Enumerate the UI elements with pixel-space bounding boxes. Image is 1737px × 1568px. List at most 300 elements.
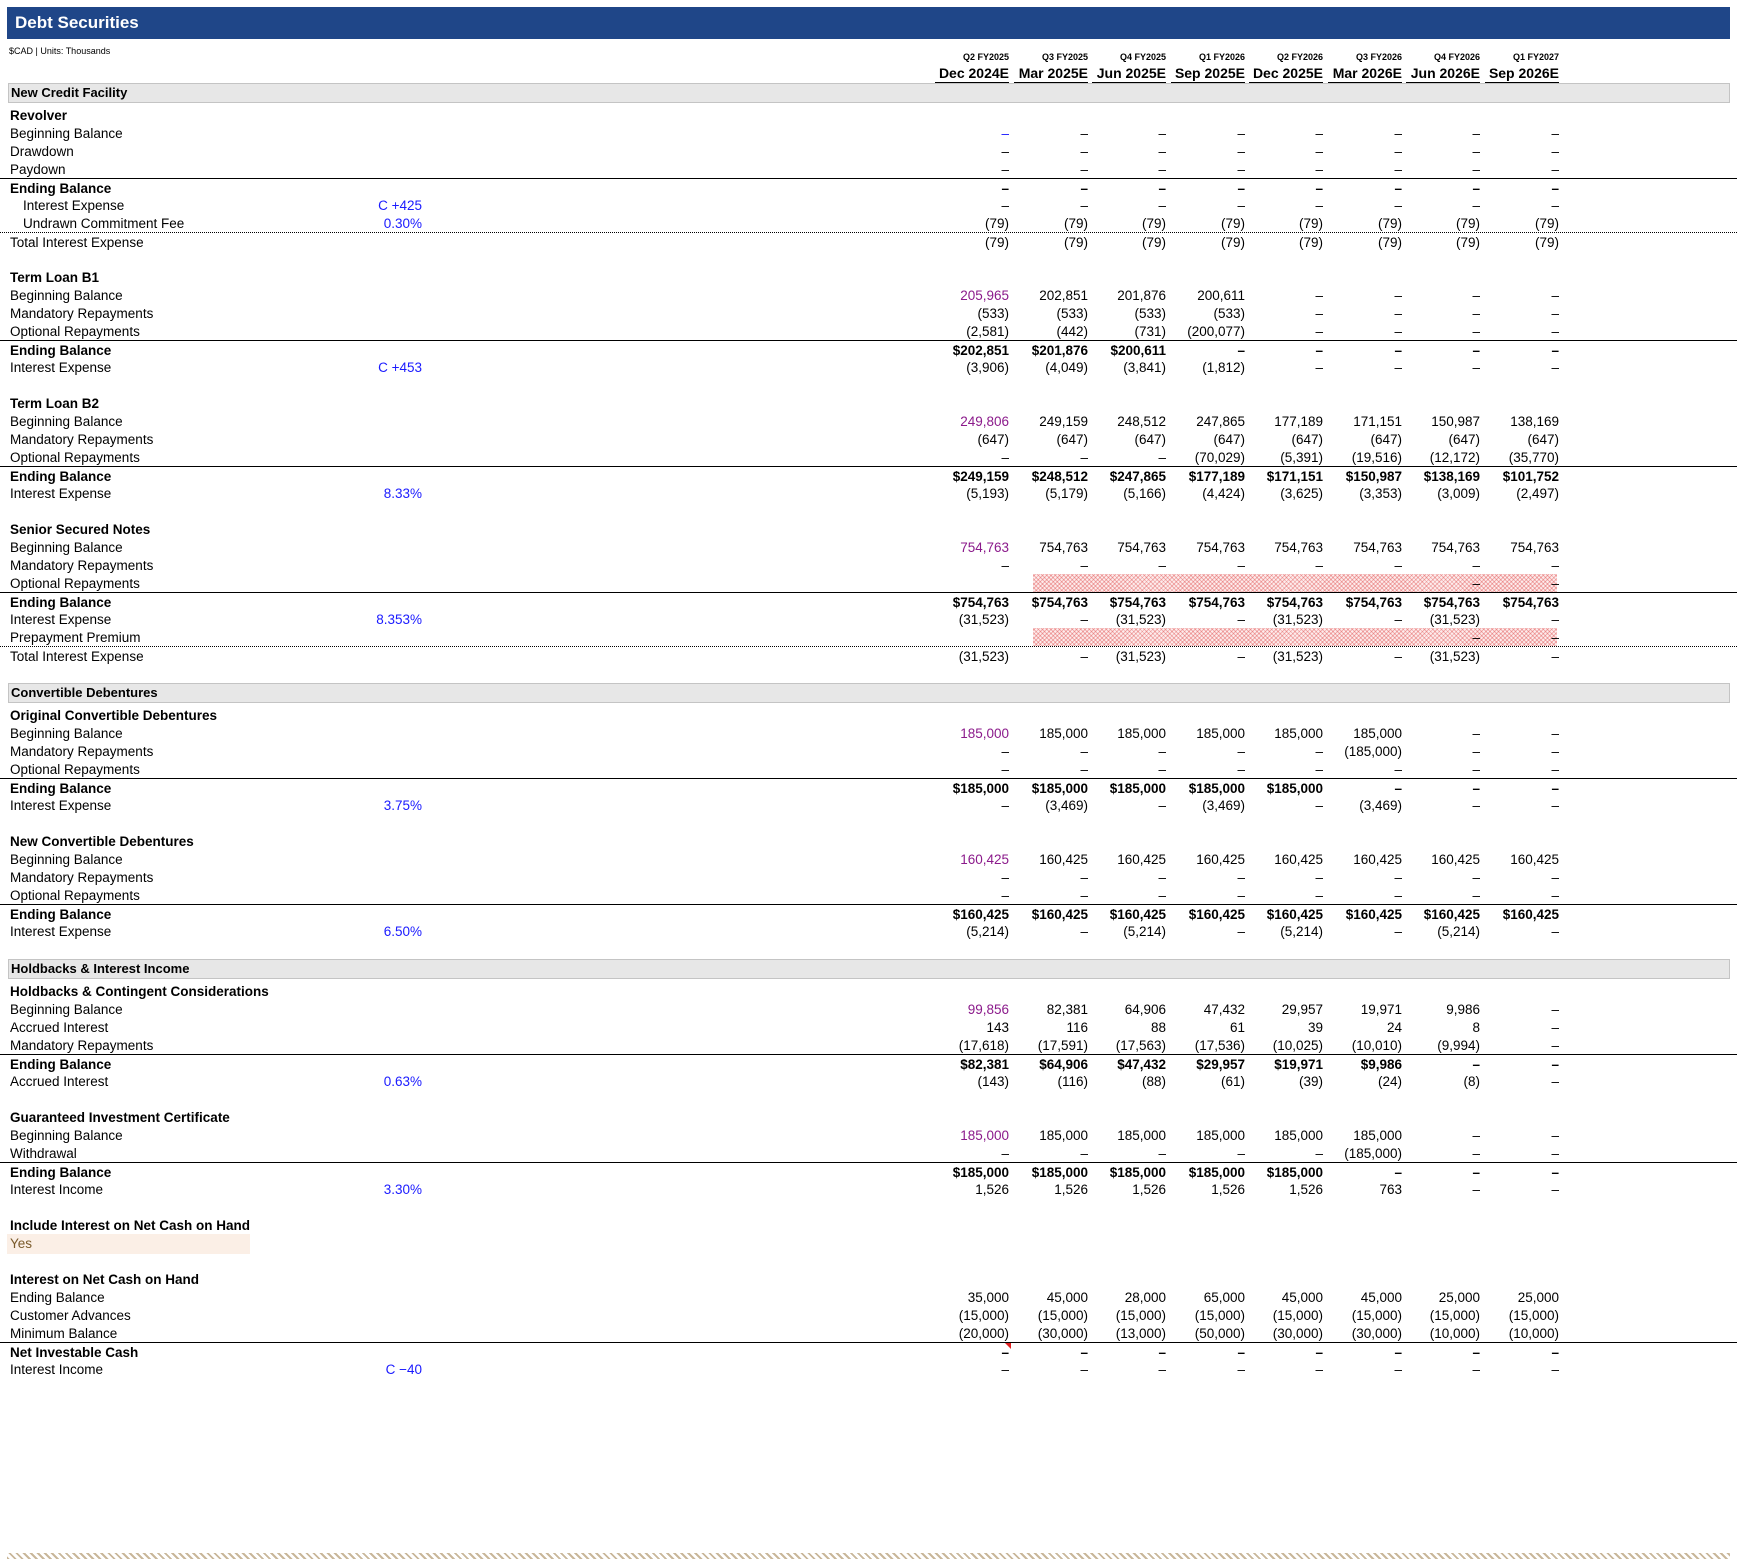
value-cell[interactable]: 24 [1386, 1020, 1402, 1035]
value-cell[interactable]: 754,763 [1117, 540, 1166, 555]
value-cell[interactable]: – [1472, 198, 1480, 213]
value-cell[interactable]: – [1158, 1362, 1166, 1377]
value-cell[interactable]: $185,000 [1266, 781, 1323, 796]
value-cell[interactable]: (647) [1291, 432, 1323, 447]
value-cell[interactable]: – [1080, 181, 1088, 196]
value-cell[interactable]: – [1315, 1146, 1323, 1161]
value-cell[interactable]: (647) [1213, 432, 1245, 447]
value-cell[interactable]: 248,512 [1117, 414, 1166, 429]
value-cell[interactable]: – [1394, 306, 1402, 321]
value-cell[interactable]: $160,425 [1188, 907, 1245, 922]
value-cell[interactable]: – [1551, 1057, 1559, 1072]
value-cell[interactable]: (3,469) [1202, 798, 1245, 813]
value-cell[interactable]: 177,189 [1274, 414, 1323, 429]
value-cell[interactable]: – [1315, 1345, 1323, 1360]
value-cell[interactable]: $64,906 [1039, 1057, 1088, 1072]
value-cell[interactable]: 61 [1229, 1020, 1245, 1035]
value-cell[interactable]: (647) [1056, 432, 1088, 447]
value-cell[interactable]: – [1472, 888, 1480, 903]
value-cell[interactable]: 1,526 [975, 1182, 1009, 1197]
value-cell[interactable]: – [1472, 324, 1480, 339]
value-cell[interactable]: 185,000 [960, 726, 1009, 741]
value-cell[interactable]: – [1001, 558, 1009, 573]
value-cell[interactable]: 754,763 [1039, 540, 1088, 555]
value-cell[interactable]: $249,159 [952, 469, 1009, 484]
value-cell[interactable]: – [1394, 649, 1402, 664]
value-cell[interactable]: (4,049) [1045, 360, 1088, 375]
value-cell[interactable]: (19,516) [1351, 450, 1402, 465]
value-cell[interactable]: – [1394, 781, 1402, 796]
value-cell[interactable]: – [1237, 1362, 1245, 1377]
value-cell[interactable]: – [1551, 558, 1559, 573]
value-cell[interactable]: (3,353) [1359, 486, 1402, 501]
value-cell[interactable]: – [1158, 162, 1166, 177]
value-cell[interactable]: 185,000 [1196, 1128, 1245, 1143]
value-cell[interactable]: – [1551, 781, 1559, 796]
value-cell[interactable]: – [1472, 1345, 1480, 1360]
value-cell[interactable]: – [1472, 798, 1480, 813]
value-cell[interactable]: – [1551, 288, 1559, 303]
value-cell[interactable]: – [1158, 870, 1166, 885]
value-cell[interactable]: – [1158, 126, 1166, 141]
value-cell[interactable]: (10,025) [1272, 1038, 1323, 1053]
value-cell[interactable]: $754,763 [1031, 595, 1088, 610]
value-cell[interactable]: – [1551, 1362, 1559, 1377]
value-cell[interactable]: 171,151 [1353, 414, 1402, 429]
value-cell[interactable]: (143) [977, 1074, 1009, 1089]
value-cell[interactable]: (31,523) [1272, 612, 1323, 627]
value-cell[interactable]: – [1001, 744, 1009, 759]
value-cell[interactable]: – [1315, 126, 1323, 141]
value-cell[interactable]: (17,536) [1194, 1038, 1245, 1053]
value-cell[interactable]: $160,425 [1266, 907, 1323, 922]
value-cell[interactable]: – [1001, 1345, 1009, 1360]
value-cell[interactable]: – [1001, 1362, 1009, 1377]
value-cell[interactable]: – [1394, 343, 1402, 358]
value-cell[interactable]: – [1551, 1038, 1559, 1053]
value-cell[interactable]: – [1551, 726, 1559, 741]
value-cell[interactable]: – [1237, 870, 1245, 885]
value-cell[interactable]: – [1315, 324, 1323, 339]
value-cell[interactable]: – [1237, 888, 1245, 903]
value-cell[interactable]: $247,865 [1109, 469, 1166, 484]
value-cell[interactable]: 1,526 [1289, 1182, 1323, 1197]
value-cell[interactable]: $754,763 [952, 595, 1009, 610]
value-cell[interactable]: 160,425 [1196, 852, 1245, 867]
value-cell[interactable]: 202,851 [1039, 288, 1088, 303]
value-cell[interactable]: – [1472, 1057, 1480, 1072]
value-cell[interactable]: – [1472, 1182, 1480, 1197]
value-cell[interactable]: (79) [1377, 235, 1402, 250]
value-cell[interactable]: – [1551, 612, 1559, 627]
value-cell[interactable]: – [1394, 144, 1402, 159]
value-cell[interactable]: $171,151 [1266, 469, 1323, 484]
value-cell[interactable]: 201,876 [1117, 288, 1166, 303]
value-cell[interactable]: (533) [1134, 306, 1166, 321]
value-cell[interactable]: – [1315, 306, 1323, 321]
value-cell[interactable]: – [1158, 888, 1166, 903]
value-cell[interactable]: 65,000 [1203, 1290, 1245, 1305]
value-cell[interactable]: – [1315, 744, 1323, 759]
value-cell[interactable]: – [1472, 762, 1480, 777]
value-cell[interactable]: 160,425 [1431, 852, 1480, 867]
assumption-input[interactable]: 0.63% [383, 1074, 422, 1089]
value-cell[interactable]: – [1472, 576, 1480, 591]
value-cell[interactable]: – [1080, 649, 1088, 664]
value-cell[interactable]: (1,812) [1202, 360, 1245, 375]
value-cell[interactable]: – [1394, 870, 1402, 885]
value-cell[interactable]: (5,214) [1123, 924, 1166, 939]
value-cell[interactable]: – [1551, 1345, 1559, 1360]
value-cell[interactable]: – [1551, 126, 1559, 141]
value-cell[interactable]: 8 [1472, 1020, 1480, 1035]
value-cell[interactable]: – [1472, 1146, 1480, 1161]
value-cell[interactable]: (731) [1134, 324, 1166, 339]
value-cell[interactable]: – [1158, 762, 1166, 777]
value-cell[interactable]: (79) [1298, 235, 1323, 250]
value-cell[interactable]: – [1158, 198, 1166, 213]
value-cell[interactable]: – [1001, 762, 1009, 777]
assumption-input[interactable]: C +453 [378, 360, 422, 375]
value-cell[interactable]: – [1158, 558, 1166, 573]
value-cell[interactable]: $185,000 [1031, 1165, 1088, 1180]
value-cell[interactable]: 754,763 [1196, 540, 1245, 555]
value-cell[interactable]: $29,957 [1196, 1057, 1245, 1072]
value-cell[interactable]: (20,000) [958, 1326, 1009, 1341]
value-cell[interactable]: (647) [977, 432, 1009, 447]
value-cell[interactable]: (3,009) [1437, 486, 1480, 501]
value-cell[interactable]: (30,000) [1037, 1326, 1088, 1341]
value-cell[interactable]: 1,526 [1132, 1182, 1166, 1197]
value-cell[interactable]: – [1237, 198, 1245, 213]
value-cell[interactable]: – [1315, 343, 1323, 358]
value-cell[interactable]: 45,000 [1360, 1290, 1402, 1305]
value-cell[interactable]: $19,971 [1274, 1057, 1323, 1072]
value-cell[interactable]: – [1551, 1146, 1559, 1161]
value-cell[interactable]: – [1237, 612, 1245, 627]
value-cell[interactable]: – [1472, 1362, 1480, 1377]
value-cell[interactable]: $200,611 [1110, 343, 1166, 358]
value-cell[interactable]: – [1315, 798, 1323, 813]
value-cell[interactable]: 160,425 [1117, 852, 1166, 867]
value-cell[interactable]: – [1080, 144, 1088, 159]
value-cell[interactable]: $185,000 [952, 781, 1009, 796]
value-cell[interactable]: (31,523) [1115, 612, 1166, 627]
value-cell[interactable]: – [1472, 306, 1480, 321]
value-cell[interactable]: (61) [1220, 1074, 1245, 1089]
value-cell[interactable]: – [1158, 450, 1166, 465]
value-cell[interactable]: – [1080, 762, 1088, 777]
value-cell[interactable]: $248,512 [1031, 469, 1088, 484]
value-cell[interactable]: (79) [1455, 235, 1480, 250]
value-cell[interactable]: – [1080, 198, 1088, 213]
value-cell[interactable]: – [1551, 1020, 1559, 1035]
value-cell[interactable]: 754,763 [1274, 540, 1323, 555]
value-cell[interactable]: (31,523) [1429, 649, 1480, 664]
value-cell[interactable]: $185,000 [1266, 1165, 1323, 1180]
value-cell[interactable]: (79) [1534, 216, 1559, 231]
value-cell[interactable]: – [1315, 288, 1323, 303]
value-cell[interactable]: – [1394, 181, 1402, 196]
value-cell[interactable]: (15,000) [1272, 1308, 1323, 1323]
value-cell[interactable]: $754,763 [1188, 595, 1245, 610]
value-cell[interactable]: – [1551, 649, 1559, 664]
value-cell[interactable]: (5,193) [966, 486, 1009, 501]
value-cell[interactable]: $201,876 [1031, 343, 1088, 358]
value-cell[interactable]: – [1080, 924, 1088, 939]
value-cell[interactable]: $185,000 [1188, 781, 1245, 796]
value-cell[interactable]: – [1001, 798, 1009, 813]
value-cell[interactable]: – [1394, 762, 1402, 777]
value-cell[interactable]: 247,865 [1196, 414, 1245, 429]
value-cell[interactable]: – [1158, 1345, 1166, 1360]
value-cell[interactable]: (15,000) [1115, 1308, 1166, 1323]
value-cell[interactable]: 185,000 [1039, 1128, 1088, 1143]
value-cell[interactable]: 47,432 [1203, 1002, 1245, 1017]
value-cell[interactable]: – [1237, 924, 1245, 939]
value-cell[interactable]: (533) [1213, 306, 1245, 321]
value-cell[interactable]: (79) [1063, 235, 1088, 250]
value-cell[interactable]: – [1315, 198, 1323, 213]
value-cell[interactable]: (88) [1141, 1074, 1166, 1089]
comment-flag-icon[interactable] [1005, 1343, 1011, 1349]
value-cell[interactable]: – [1551, 343, 1559, 358]
value-cell[interactable]: 143 [986, 1020, 1009, 1035]
value-cell[interactable]: – [1551, 870, 1559, 885]
value-cell[interactable]: 160,425 [1274, 852, 1323, 867]
value-cell[interactable]: 160,425 [1353, 852, 1402, 867]
value-cell[interactable]: – [1001, 181, 1009, 196]
value-cell[interactable]: – [1237, 1345, 1245, 1360]
value-cell[interactable]: – [1472, 630, 1480, 645]
value-cell[interactable]: (10,000) [1429, 1326, 1480, 1341]
value-cell[interactable]: – [1472, 558, 1480, 573]
value-cell[interactable]: 205,965 [960, 288, 1009, 303]
value-cell[interactable]: (10,000) [1508, 1326, 1559, 1341]
value-cell[interactable]: (116) [1057, 1074, 1088, 1089]
value-cell[interactable]: – [1001, 126, 1009, 141]
value-cell[interactable]: – [1315, 360, 1323, 375]
value-cell[interactable]: – [1551, 1128, 1559, 1143]
value-cell[interactable]: (533) [1056, 306, 1088, 321]
value-cell[interactable]: (647) [1527, 432, 1559, 447]
value-cell[interactable]: – [1394, 360, 1402, 375]
value-cell[interactable]: (79) [1220, 216, 1245, 231]
value-cell[interactable]: – [1237, 744, 1245, 759]
value-cell[interactable]: $754,763 [1266, 595, 1323, 610]
value-cell[interactable]: – [1315, 144, 1323, 159]
value-cell[interactable]: – [1472, 726, 1480, 741]
value-cell[interactable]: (79) [1377, 216, 1402, 231]
value-cell[interactable]: 200,611 [1197, 288, 1245, 303]
value-cell[interactable]: – [1551, 181, 1559, 196]
value-cell[interactable]: – [1237, 162, 1245, 177]
value-cell[interactable]: – [1472, 744, 1480, 759]
value-cell[interactable]: – [1001, 888, 1009, 903]
value-cell[interactable]: – [1472, 162, 1480, 177]
value-cell[interactable]: – [1394, 888, 1402, 903]
value-cell[interactable]: 185,000 [1117, 726, 1166, 741]
value-cell[interactable]: – [1080, 870, 1088, 885]
assumption-input[interactable]: 8.353% [376, 612, 422, 627]
value-cell[interactable]: $9,986 [1360, 1057, 1402, 1072]
value-cell[interactable]: 39 [1307, 1020, 1323, 1035]
value-cell[interactable]: – [1472, 1128, 1480, 1143]
value-cell[interactable]: – [1080, 558, 1088, 573]
value-cell[interactable]: 185,000 [1353, 726, 1402, 741]
value-cell[interactable]: – [1472, 781, 1480, 796]
value-cell[interactable]: – [1237, 181, 1245, 196]
value-cell[interactable]: – [1472, 181, 1480, 196]
value-cell[interactable]: (9,994) [1437, 1038, 1480, 1053]
value-cell[interactable]: 25,000 [1438, 1290, 1480, 1305]
value-cell[interactable]: $160,425 [1502, 907, 1559, 922]
assumption-input[interactable]: 0.30% [383, 216, 422, 231]
value-cell[interactable]: – [1551, 888, 1559, 903]
value-cell[interactable]: – [1315, 1362, 1323, 1377]
value-cell[interactable]: – [1394, 162, 1402, 177]
value-cell[interactable]: 185,000 [1353, 1128, 1402, 1143]
value-cell[interactable]: – [1394, 1165, 1402, 1180]
value-cell[interactable]: 160,425 [960, 852, 1009, 867]
value-cell[interactable]: – [1237, 126, 1245, 141]
value-cell[interactable]: (12,172) [1429, 450, 1480, 465]
value-cell[interactable]: 1,526 [1054, 1182, 1088, 1197]
value-cell[interactable]: – [1001, 450, 1009, 465]
value-cell[interactable]: – [1551, 306, 1559, 321]
value-cell[interactable]: – [1237, 1146, 1245, 1161]
value-cell[interactable]: – [1158, 798, 1166, 813]
value-cell[interactable]: $160,425 [1423, 907, 1480, 922]
value-cell[interactable]: 25,000 [1517, 1290, 1559, 1305]
value-cell[interactable]: (3,906) [966, 360, 1009, 375]
value-cell[interactable]: (15,000) [1194, 1308, 1245, 1323]
value-cell[interactable]: 754,763 [1510, 540, 1559, 555]
value-cell[interactable]: 29,957 [1281, 1002, 1323, 1017]
value-cell[interactable]: $185,000 [1109, 1165, 1166, 1180]
value-cell[interactable]: (647) [1448, 432, 1480, 447]
value-cell[interactable]: (79) [1220, 235, 1245, 250]
value-cell[interactable]: (15,000) [1351, 1308, 1402, 1323]
value-cell[interactable]: – [1472, 126, 1480, 141]
value-cell[interactable]: (79) [1455, 216, 1480, 231]
value-cell[interactable]: $202,851 [952, 343, 1009, 358]
value-cell[interactable]: (50,000) [1194, 1326, 1245, 1341]
value-cell[interactable]: (35,770) [1508, 450, 1559, 465]
value-cell[interactable]: $754,763 [1109, 595, 1166, 610]
value-cell[interactable]: $82,381 [960, 1057, 1009, 1072]
value-cell[interactable]: – [1394, 324, 1402, 339]
value-cell[interactable]: $185,000 [1031, 781, 1088, 796]
value-cell[interactable]: (3,625) [1280, 486, 1323, 501]
value-cell[interactable]: – [1551, 162, 1559, 177]
value-cell[interactable]: – [1394, 1362, 1402, 1377]
value-cell[interactable]: – [1080, 744, 1088, 759]
value-cell[interactable]: – [1551, 360, 1559, 375]
value-cell[interactable]: – [1551, 1165, 1559, 1180]
value-cell[interactable]: $754,763 [1345, 595, 1402, 610]
value-cell[interactable]: (79) [984, 216, 1009, 231]
value-cell[interactable]: (185,000) [1344, 1146, 1402, 1161]
value-cell[interactable]: (79) [1141, 235, 1166, 250]
value-cell[interactable]: – [1315, 181, 1323, 196]
value-cell[interactable]: (17,591) [1037, 1038, 1088, 1053]
value-cell[interactable]: 185,000 [1039, 726, 1088, 741]
value-cell[interactable]: – [1394, 1345, 1402, 1360]
value-cell[interactable]: 185,000 [1117, 1128, 1166, 1143]
value-cell[interactable]: – [1551, 762, 1559, 777]
value-cell[interactable]: (31,523) [1429, 612, 1480, 627]
value-cell[interactable]: $150,987 [1345, 469, 1402, 484]
value-cell[interactable]: – [1472, 144, 1480, 159]
value-cell[interactable]: (5,166) [1123, 486, 1166, 501]
value-cell[interactable]: 45,000 [1046, 1290, 1088, 1305]
value-cell[interactable]: – [1551, 198, 1559, 213]
value-cell[interactable]: – [1394, 924, 1402, 939]
value-cell[interactable]: – [1551, 630, 1559, 645]
value-cell[interactable]: – [1080, 612, 1088, 627]
value-cell[interactable]: (79) [1298, 216, 1323, 231]
value-cell[interactable]: (17,563) [1115, 1038, 1166, 1053]
value-cell[interactable]: – [1001, 1146, 1009, 1161]
value-cell[interactable]: $185,000 [1109, 781, 1166, 796]
value-cell[interactable]: 45,000 [1281, 1290, 1323, 1305]
value-cell[interactable]: – [1551, 324, 1559, 339]
value-cell[interactable]: – [1001, 144, 1009, 159]
value-cell[interactable]: (200,077) [1187, 324, 1245, 339]
value-cell[interactable]: – [1472, 360, 1480, 375]
value-cell[interactable]: – [1394, 126, 1402, 141]
value-cell[interactable]: (4,424) [1202, 486, 1245, 501]
value-cell[interactable]: $101,752 [1502, 469, 1559, 484]
value-cell[interactable]: – [1158, 1146, 1166, 1161]
value-cell[interactable]: – [1394, 198, 1402, 213]
value-cell[interactable]: – [1315, 162, 1323, 177]
value-cell[interactable]: (30,000) [1272, 1326, 1323, 1341]
value-cell[interactable]: (2,497) [1516, 486, 1559, 501]
value-cell[interactable]: $160,425 [1031, 907, 1088, 922]
value-cell[interactable]: 82,381 [1046, 1002, 1088, 1017]
value-cell[interactable]: (79) [1063, 216, 1088, 231]
value-cell[interactable]: (17,618) [958, 1038, 1009, 1053]
value-cell[interactable]: – [1080, 1362, 1088, 1377]
value-cell[interactable]: (13,000) [1115, 1326, 1166, 1341]
value-cell[interactable]: $754,763 [1502, 595, 1559, 610]
value-cell[interactable]: (5,391) [1280, 450, 1323, 465]
value-cell[interactable]: (70,029) [1194, 450, 1245, 465]
value-cell[interactable]: (79) [1141, 216, 1166, 231]
value-cell[interactable]: – [1551, 1002, 1559, 1017]
value-cell[interactable]: (15,000) [958, 1308, 1009, 1323]
value-cell[interactable]: – [1001, 198, 1009, 213]
value-cell[interactable]: – [1551, 1074, 1559, 1089]
value-cell[interactable]: – [1001, 870, 1009, 885]
value-cell[interactable]: – [1551, 576, 1559, 591]
value-cell[interactable]: (2,581) [966, 324, 1009, 339]
value-cell[interactable]: – [1080, 450, 1088, 465]
value-cell[interactable]: (3,469) [1045, 798, 1088, 813]
value-cell[interactable]: (30,000) [1351, 1326, 1402, 1341]
value-cell[interactable]: $185,000 [1188, 1165, 1245, 1180]
value-cell[interactable]: – [1394, 558, 1402, 573]
value-cell[interactable]: – [1551, 144, 1559, 159]
include-interest-input[interactable]: Yes [7, 1234, 250, 1254]
value-cell[interactable]: (31,523) [958, 612, 1009, 627]
value-cell[interactable]: 160,425 [1039, 852, 1088, 867]
value-cell[interactable]: – [1237, 762, 1245, 777]
value-cell[interactable]: (31,523) [958, 649, 1009, 664]
assumption-input[interactable]: 8.33% [383, 486, 422, 501]
